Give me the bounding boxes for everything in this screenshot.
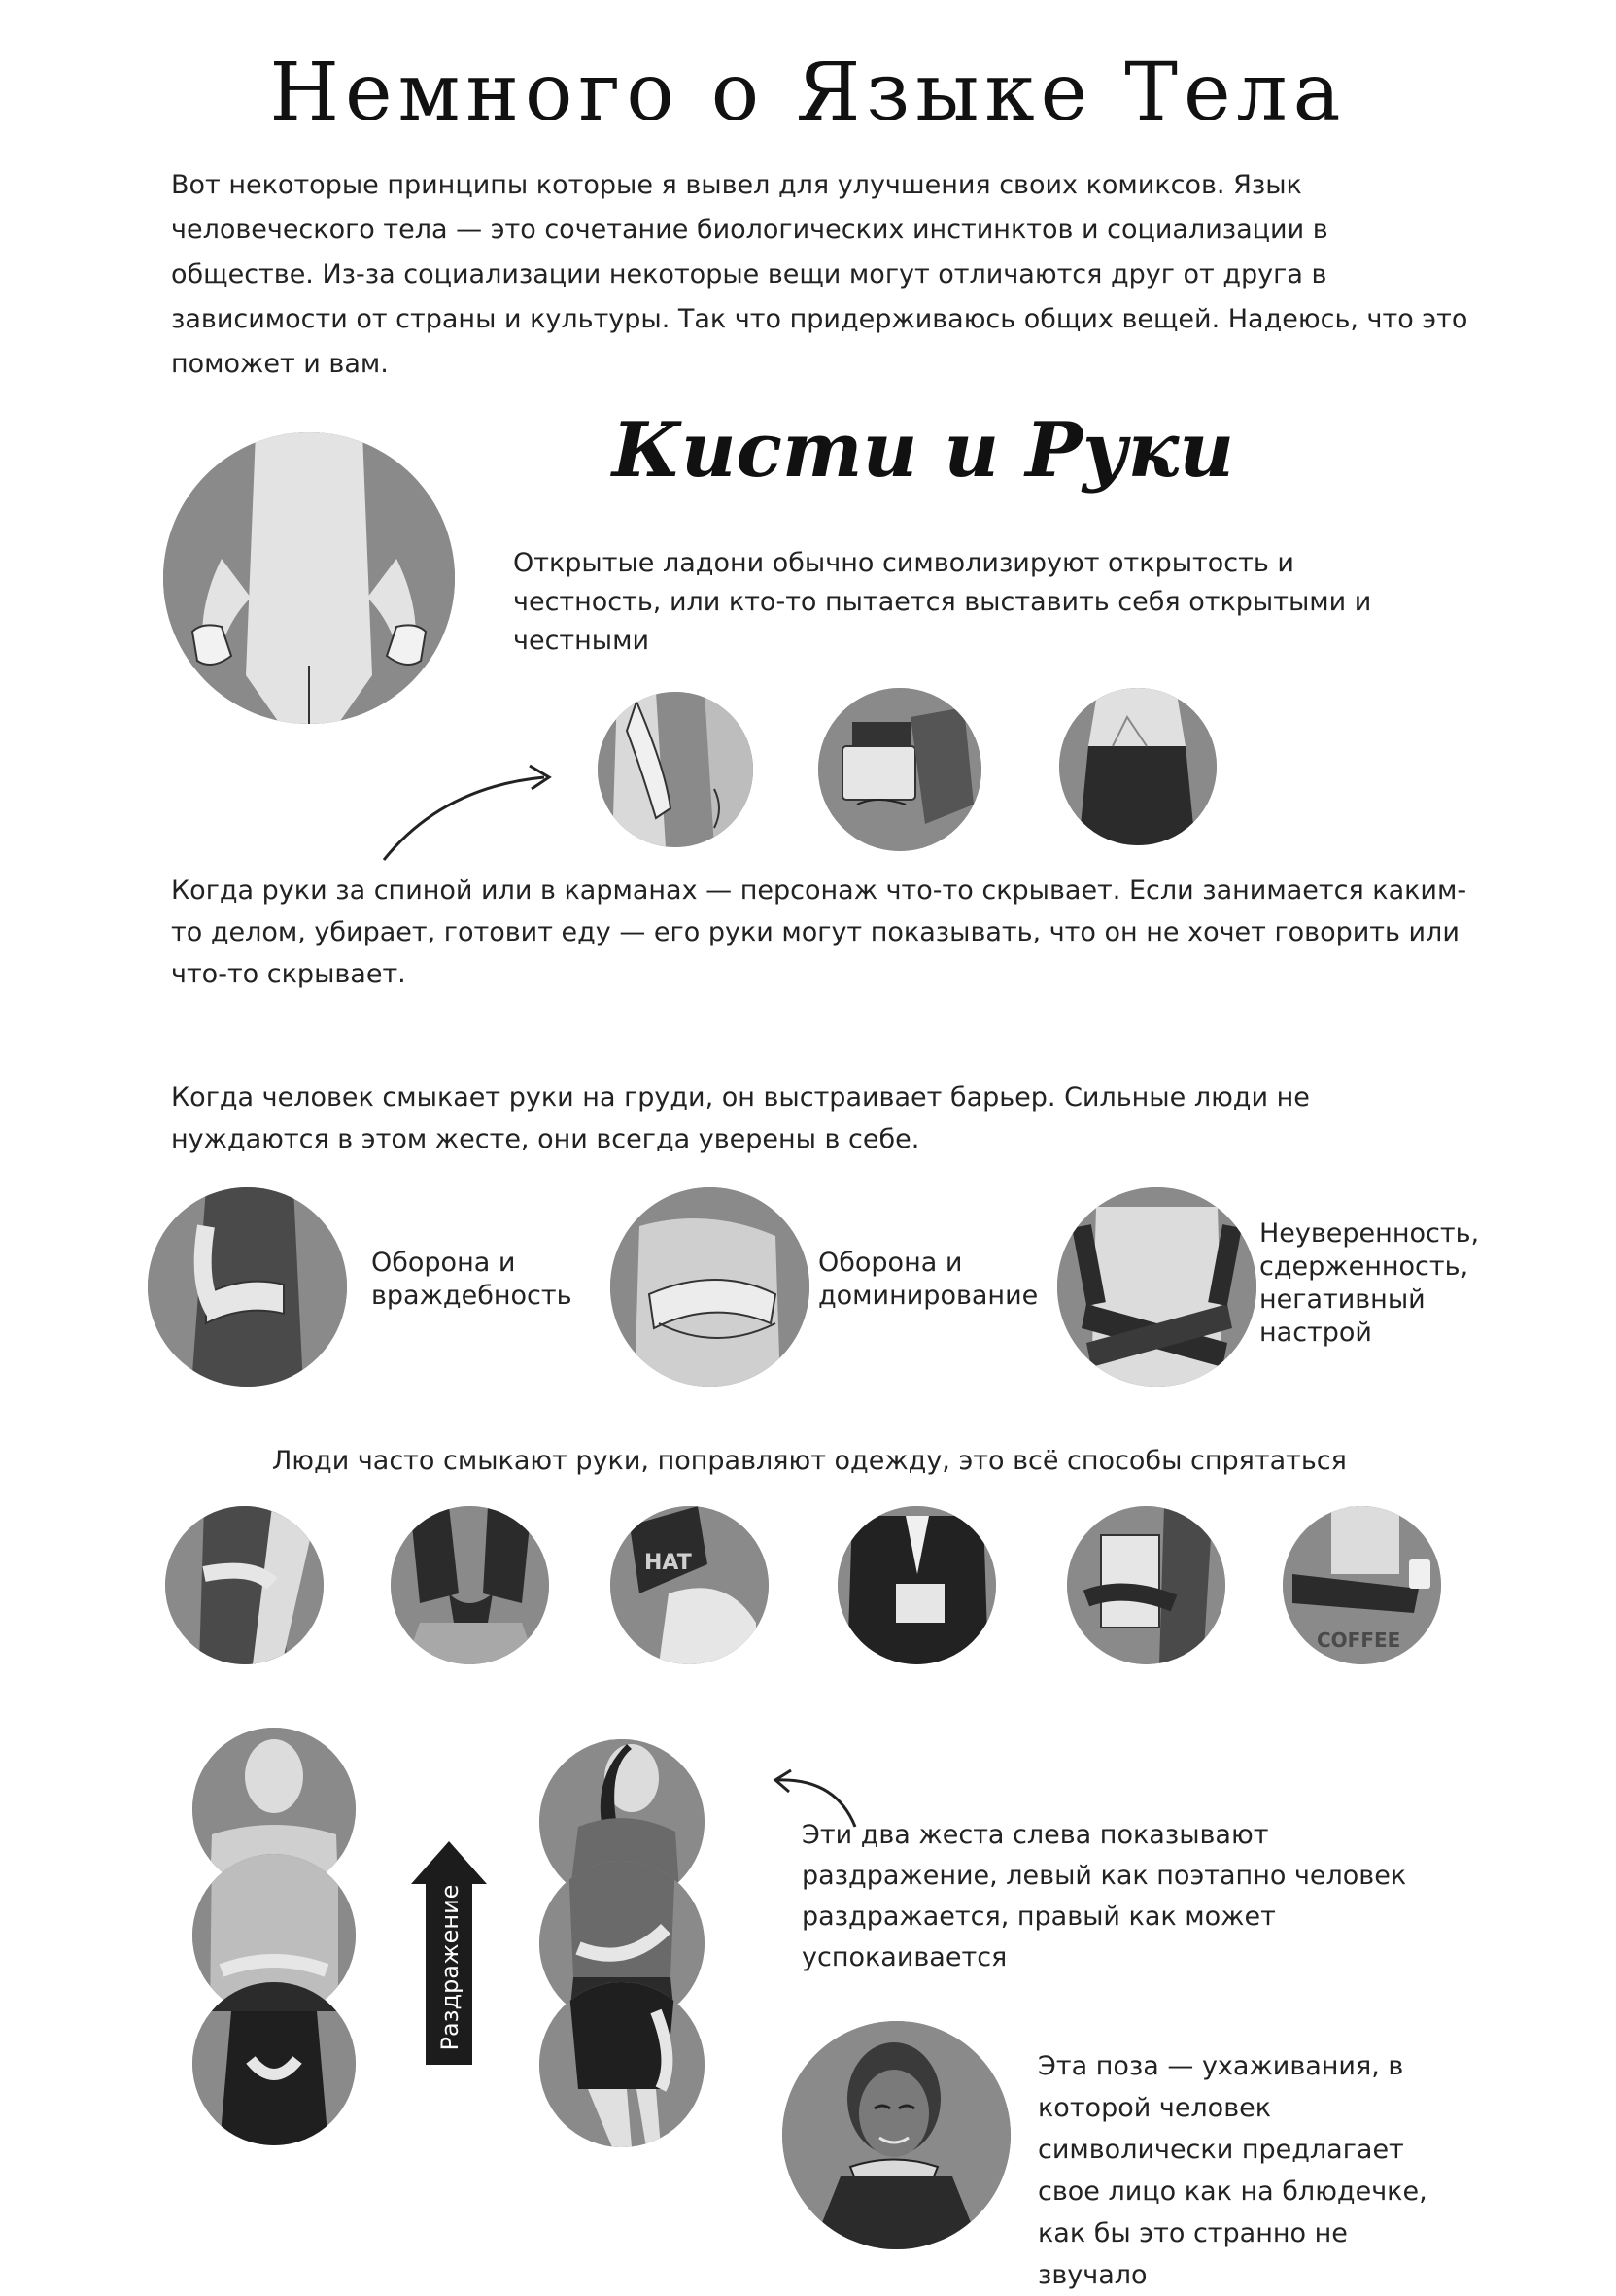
insecurity-illustration	[1057, 1187, 1256, 1387]
hide-gesture-2-illustration	[391, 1506, 549, 1664]
courting-text: Эта поза — ухаживания, в которой человек символически предлагает свое лицо как на блюдечке, как бы это странно не звучало	[1038, 2051, 1427, 2290]
hide-gesture-hat-illustration	[610, 1506, 769, 1664]
page-title: Немного о Языке Тела	[269, 47, 1347, 139]
irritation-text: Эти два жеста слева показывают раздражение, левый как поэтапно человек раздражается, правый как может успокаивается	[802, 1820, 1407, 1972]
hide-gesture-coffee-illustration	[1283, 1506, 1441, 1664]
hat-label: HAT	[644, 1551, 692, 1575]
crossed-arms-text: Когда человек смыкает руки на груди, он выстраивает барьер. Сильные люди не нуждаются в этом жесте, они всегда уверены в себе.	[171, 1082, 1310, 1154]
defense-hostility-illustration	[148, 1187, 347, 1387]
hide-gesture-1-illustration	[165, 1506, 324, 1664]
curved-arrow-icon	[374, 758, 568, 874]
irritation-left-3-illustration	[192, 1982, 356, 2145]
crossed-label-2: Оборона и доминирование	[818, 1248, 1039, 1311]
hands-in-pockets-illustration	[598, 692, 753, 847]
courting-pose-illustration	[782, 2021, 1011, 2249]
section-title: Кисти и Руки	[611, 406, 1235, 495]
open-palms-text: Открытые ладони обычно символизируют открытость и честность, или кто-то пытается выставить себя открытыми и честными	[513, 548, 1372, 656]
holding-box-illustration	[818, 688, 981, 851]
intro-paragraph: Вот некоторые принципы которые я вывел для улучшения своих комиксов. Язык человеческого тела — это сочетание биологических инстинктов и социализации в обществе. Из-за социализации некоторые вещи могут отличаются друг от друга в зависимости от страны и культуры. Так что придерживаюсь общих вещей. Надеюсь, что это поможет и вам.	[171, 170, 1468, 379]
hide-gesture-folder-illustration	[1067, 1506, 1225, 1664]
irritation-arrow-label: Раздражение	[436, 1884, 464, 2051]
hide-caption: Люди часто смыкают руки, поправляют одежду, это всё способы спрятаться	[272, 1446, 1347, 1476]
coffee-label: COFFEE	[1317, 1628, 1401, 1652]
open-palms-illustration	[163, 432, 455, 724]
defense-dominance-illustration	[610, 1187, 809, 1387]
hands-behind-back-illustration	[1059, 688, 1217, 845]
hidden-hands-text: Когда руки за спиной или в карманах — персонаж что-то скрывает. Если занимается каким-то делом, убирает, готовит еду — его руки могут показывать, что он не хочет говорить или что-то скрывает.	[171, 875, 1467, 989]
crossed-label-3: Неуверенность, сдерженность, негативный настрой	[1259, 1218, 1480, 1348]
irritation-right-3-illustration	[539, 1982, 705, 2147]
hide-gesture-suit-illustration	[838, 1506, 996, 1664]
crossed-label-1: Оборона и враждебность	[371, 1248, 572, 1311]
